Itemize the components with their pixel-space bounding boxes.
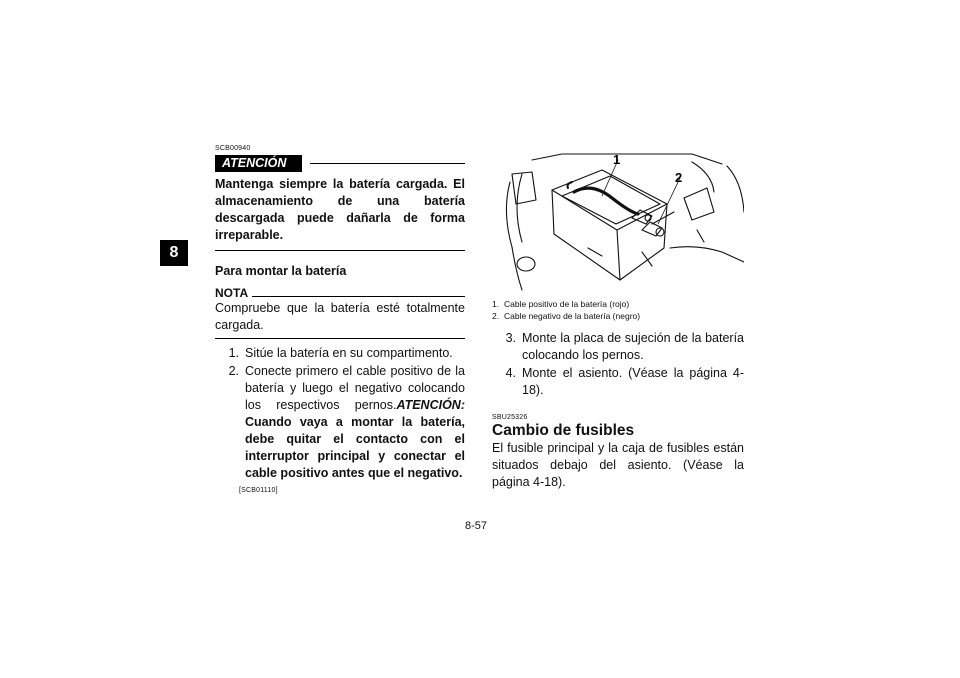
page-number: 8-57	[465, 520, 488, 532]
warning-rule	[310, 163, 465, 164]
left-column	[215, 144, 465, 495]
nota-rule	[252, 296, 465, 297]
step-number: 4.	[505, 366, 516, 380]
caution-label: ATENCIÓN:	[396, 398, 465, 412]
callout-2: 2	[675, 170, 683, 185]
battery-figure	[492, 152, 744, 292]
nota-text: Compruebe que la batería esté totalmente cargada.	[215, 301, 465, 332]
figure-captions	[492, 298, 744, 322]
step-code: [SCB01110]	[239, 487, 278, 494]
subheading: Para montar la batería	[215, 264, 347, 278]
step-number: 1.	[228, 346, 239, 360]
steps-list-right	[492, 330, 744, 399]
warning-text: Mantenga siempre la batería cargada. El almacenamiento de una batería descargada puede dañarla de forma irreparable.	[215, 177, 465, 242]
warning-header	[215, 155, 465, 172]
list-item	[215, 363, 465, 482]
steps-list-left	[215, 345, 465, 482]
step-text-compound	[245, 363, 465, 482]
warning-end-rule	[215, 250, 465, 251]
warning-label: ATENCIÓN	[215, 155, 302, 172]
section-text: El fusible principal y la caja de fusibles están situados debajo del asiento. (Véase la página 4-18).	[492, 441, 744, 489]
list-item	[492, 330, 744, 364]
caution-text: Cuando vaya a montar la batería, debe quitar el contacto con el interruptor principal y conectar el cable positivo antes que el negativo.	[245, 415, 465, 480]
step-text: Sitúe la batería en su compartimento.	[245, 346, 453, 360]
chapter-number: 8	[169, 244, 179, 261]
nota-header	[215, 286, 465, 300]
step-number: 2.	[228, 364, 239, 378]
list-item	[215, 345, 465, 362]
step-text: Monte el asiento. (Véase la página 4-18).	[522, 366, 744, 397]
step-text: Monte la placa de sujeción de la batería colocando los pernos.	[522, 331, 744, 362]
nota-end-rule	[215, 338, 465, 339]
callout-1: 1	[613, 152, 621, 167]
chapter-tab	[160, 240, 188, 266]
step-number: 3.	[505, 331, 516, 345]
warning-code: SCB00940	[215, 145, 251, 152]
caption-item: 1. Cable positivo de la batería (rojo)	[492, 299, 630, 309]
step-text: Conecte primero el cable positivo de la batería y luego el negativo colocando los respectivos pernos.	[245, 364, 465, 412]
section-title: Cambio de fusibles	[492, 422, 635, 439]
nota-label: NOTA	[215, 286, 249, 300]
caption-item: 2. Cable negativo de la batería (negro)	[492, 311, 641, 321]
list-item	[492, 365, 744, 399]
right-column	[492, 152, 744, 491]
section-code: SBU25326	[492, 414, 528, 421]
